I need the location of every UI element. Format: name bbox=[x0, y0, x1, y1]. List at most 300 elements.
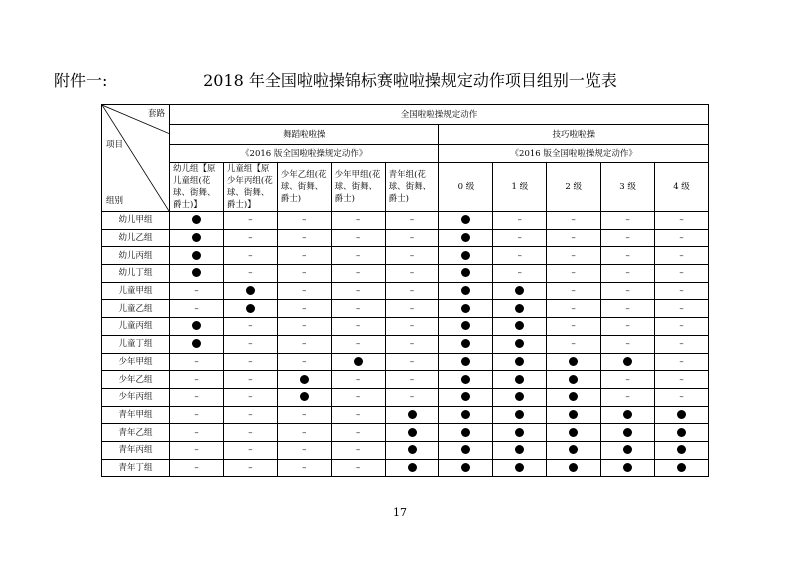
filled-dot-mark bbox=[677, 410, 686, 419]
table-cell bbox=[223, 371, 277, 389]
dash-mark: – bbox=[302, 427, 307, 438]
table-row bbox=[102, 335, 709, 353]
table-row bbox=[102, 353, 709, 371]
table-cell bbox=[439, 229, 493, 247]
table-cell bbox=[331, 424, 385, 442]
dash-mark: – bbox=[679, 250, 684, 261]
dance-col-header: 少年甲组(花球、街舞、爵士) bbox=[331, 163, 385, 212]
table-cell bbox=[601, 388, 655, 406]
table-cell bbox=[547, 406, 601, 424]
dash-mark: – bbox=[409, 268, 415, 279]
filled-dot-mark bbox=[408, 463, 417, 472]
dash-mark: – bbox=[248, 233, 253, 244]
table-cell bbox=[601, 335, 655, 353]
skill-col-header: 2 级 bbox=[547, 163, 601, 212]
skill-col-header: 3 级 bbox=[601, 163, 655, 212]
dash-mark: – bbox=[355, 339, 361, 350]
dash-mark: – bbox=[355, 215, 361, 226]
table-cell bbox=[331, 212, 385, 230]
table-cell bbox=[170, 318, 224, 336]
table-row bbox=[102, 265, 709, 283]
dash-mark: – bbox=[517, 250, 522, 261]
table-cell bbox=[385, 282, 439, 300]
dash-mark: – bbox=[571, 339, 576, 350]
table-cell bbox=[331, 229, 385, 247]
filled-dot-mark bbox=[677, 428, 686, 437]
table-cell bbox=[655, 282, 709, 300]
row-label: 幼儿丁组 bbox=[102, 265, 170, 283]
dash-mark: – bbox=[571, 215, 576, 226]
filled-dot-mark bbox=[569, 410, 578, 419]
filled-dot-mark bbox=[461, 428, 470, 437]
filled-dot-mark bbox=[461, 215, 470, 224]
dash-mark: – bbox=[302, 215, 307, 226]
table-cell bbox=[170, 371, 224, 389]
row-label: 少年乙组 bbox=[102, 371, 170, 389]
table-cell bbox=[170, 282, 224, 300]
table-cell bbox=[601, 229, 655, 247]
header-skill: 技巧啦啦操 bbox=[439, 125, 709, 145]
dash-mark: – bbox=[248, 427, 253, 438]
table-cell bbox=[547, 388, 601, 406]
table-cell bbox=[331, 406, 385, 424]
table-cell bbox=[655, 424, 709, 442]
filled-dot-mark bbox=[623, 445, 632, 454]
table-cell bbox=[655, 300, 709, 318]
table-cell bbox=[170, 229, 224, 247]
table-cell bbox=[277, 459, 331, 477]
dash-mark: – bbox=[517, 215, 522, 226]
filled-dot-mark bbox=[461, 357, 470, 366]
table-cell bbox=[493, 406, 547, 424]
filled-dot-mark bbox=[569, 428, 578, 437]
filled-dot-mark bbox=[515, 357, 524, 366]
filled-dot-mark bbox=[192, 268, 201, 277]
table-cell bbox=[385, 441, 439, 459]
dash-mark: – bbox=[409, 303, 415, 314]
dash-mark: – bbox=[679, 215, 684, 226]
table-cell bbox=[493, 335, 547, 353]
dash-mark: – bbox=[679, 321, 684, 332]
skill-col-header: 1 级 bbox=[493, 163, 547, 212]
table-cell bbox=[223, 300, 277, 318]
table-cell bbox=[223, 212, 277, 230]
filled-dot-mark bbox=[192, 339, 201, 348]
table-cell bbox=[223, 265, 277, 283]
table-cell bbox=[385, 335, 439, 353]
row-label: 青年甲组 bbox=[102, 406, 170, 424]
table-cell bbox=[385, 265, 439, 283]
table-cell bbox=[277, 247, 331, 265]
dash-mark: – bbox=[248, 215, 253, 226]
corner-middle-label: 项目 bbox=[106, 140, 124, 150]
table-cell bbox=[439, 335, 493, 353]
dash-mark: – bbox=[248, 374, 253, 385]
dash-mark: – bbox=[355, 286, 361, 297]
dash-mark: – bbox=[409, 392, 415, 403]
dash-mark: – bbox=[679, 303, 684, 314]
table-cell bbox=[277, 441, 331, 459]
dash-mark: – bbox=[409, 233, 415, 244]
table-row bbox=[102, 229, 709, 247]
dash-mark: – bbox=[409, 339, 415, 350]
table-cell bbox=[277, 282, 331, 300]
table-cell bbox=[655, 353, 709, 371]
table-cell bbox=[493, 371, 547, 389]
dash-mark: – bbox=[625, 250, 630, 261]
table-cell bbox=[385, 247, 439, 265]
dash-mark: – bbox=[409, 215, 415, 226]
table-cell bbox=[331, 335, 385, 353]
filled-dot-mark bbox=[569, 463, 578, 472]
table-cell bbox=[223, 247, 277, 265]
skill-col-header: 4 级 bbox=[655, 163, 709, 212]
filled-dot-mark bbox=[515, 321, 524, 330]
table-cell bbox=[331, 441, 385, 459]
dash-mark: – bbox=[248, 356, 253, 367]
table-cell bbox=[331, 371, 385, 389]
table-cell bbox=[547, 318, 601, 336]
table-cell bbox=[385, 371, 439, 389]
filled-dot-mark bbox=[515, 339, 524, 348]
dash-mark: – bbox=[355, 374, 361, 385]
dash-mark: – bbox=[409, 321, 415, 332]
filled-dot-mark bbox=[461, 304, 470, 313]
filled-dot-mark bbox=[408, 428, 417, 437]
row-label: 青年丙组 bbox=[102, 441, 170, 459]
dash-mark: – bbox=[409, 374, 415, 385]
filled-dot-mark bbox=[461, 445, 470, 454]
dash-mark: – bbox=[625, 286, 630, 297]
dash-mark: – bbox=[355, 268, 361, 279]
dash-mark: – bbox=[355, 462, 361, 473]
dash-mark: – bbox=[571, 250, 576, 261]
dash-mark: – bbox=[302, 303, 307, 314]
table-cell bbox=[277, 388, 331, 406]
dash-mark: – bbox=[248, 392, 253, 403]
header-main: 全国啦啦操规定动作 bbox=[170, 105, 709, 125]
table-cell bbox=[601, 300, 655, 318]
table-cell bbox=[601, 441, 655, 459]
row-label: 青年丁组 bbox=[102, 459, 170, 477]
table-cell bbox=[493, 441, 547, 459]
row-label: 儿童乙组 bbox=[102, 300, 170, 318]
group-table bbox=[101, 104, 709, 477]
table-cell bbox=[277, 406, 331, 424]
table-cell bbox=[331, 459, 385, 477]
filled-dot-mark bbox=[408, 445, 417, 454]
table-cell bbox=[655, 318, 709, 336]
dance-col-header: 幼儿组【原儿童组(花球、街舞、爵士)】 bbox=[170, 163, 224, 212]
table-cell bbox=[223, 459, 277, 477]
dash-mark: – bbox=[355, 303, 361, 314]
table-cell bbox=[493, 212, 547, 230]
filled-dot-mark bbox=[569, 357, 578, 366]
table-cell bbox=[547, 424, 601, 442]
filled-dot-mark bbox=[623, 410, 632, 419]
dash-mark: – bbox=[409, 250, 415, 261]
table-cell bbox=[385, 318, 439, 336]
filled-dot-mark bbox=[461, 251, 470, 260]
table-cell bbox=[493, 388, 547, 406]
table-cell bbox=[601, 406, 655, 424]
filled-dot-mark bbox=[192, 321, 201, 330]
filled-dot-mark bbox=[461, 463, 470, 472]
annex-label: 附件一: bbox=[54, 71, 108, 90]
dash-mark: – bbox=[355, 427, 361, 438]
filled-dot-mark bbox=[300, 375, 309, 384]
table-cell bbox=[385, 459, 439, 477]
table-cell bbox=[170, 335, 224, 353]
dash-mark: – bbox=[302, 250, 307, 261]
dash-mark: – bbox=[302, 409, 307, 420]
table-cell bbox=[331, 265, 385, 283]
table-cell bbox=[277, 212, 331, 230]
table-cell bbox=[493, 459, 547, 477]
dash-mark: – bbox=[248, 445, 253, 456]
dash-mark: – bbox=[194, 356, 199, 367]
filled-dot-mark bbox=[623, 357, 632, 366]
table-cell bbox=[655, 388, 709, 406]
table-row bbox=[102, 282, 709, 300]
dash-mark: – bbox=[302, 268, 307, 279]
table-cell bbox=[601, 459, 655, 477]
dash-mark: – bbox=[355, 233, 361, 244]
dash-mark: – bbox=[194, 392, 199, 403]
dash-mark: – bbox=[194, 445, 199, 456]
table-cell bbox=[547, 371, 601, 389]
table-cell bbox=[493, 265, 547, 283]
filled-dot-mark bbox=[515, 428, 524, 437]
dance-col-header: 儿童组【原少年丙组(花球、街舞、爵士)】 bbox=[223, 163, 277, 212]
dash-mark: – bbox=[625, 321, 630, 332]
dash-mark: – bbox=[302, 445, 307, 456]
dash-mark: – bbox=[194, 409, 199, 420]
row-label: 幼儿甲组 bbox=[102, 212, 170, 230]
table-cell bbox=[223, 282, 277, 300]
dash-mark: – bbox=[625, 339, 630, 350]
row-label: 少年丙组 bbox=[102, 388, 170, 406]
corner-cell bbox=[102, 105, 170, 212]
filled-dot-mark bbox=[515, 445, 524, 454]
dash-mark: – bbox=[302, 356, 307, 367]
table-cell bbox=[601, 424, 655, 442]
dash-mark: – bbox=[248, 339, 253, 350]
table-cell bbox=[601, 371, 655, 389]
table-cell bbox=[439, 424, 493, 442]
table-cell bbox=[439, 282, 493, 300]
table-cell bbox=[277, 353, 331, 371]
table-cell bbox=[655, 371, 709, 389]
filled-dot-mark bbox=[246, 304, 255, 313]
table-cell bbox=[277, 265, 331, 283]
filled-dot-mark bbox=[461, 392, 470, 401]
table-cell bbox=[277, 424, 331, 442]
page-title: 2018 年全国啦啦操锦标赛啦啦操规定动作项目组别一览表 bbox=[203, 71, 617, 90]
table-row bbox=[102, 212, 709, 230]
table-cell bbox=[277, 371, 331, 389]
table-row bbox=[102, 424, 709, 442]
table-row bbox=[102, 318, 709, 336]
table-cell bbox=[170, 441, 224, 459]
corner-bottom-label: 组别 bbox=[106, 196, 124, 206]
table-cell bbox=[655, 212, 709, 230]
table-cell bbox=[493, 318, 547, 336]
dash-mark: – bbox=[625, 392, 630, 403]
table-cell bbox=[601, 353, 655, 371]
dash-mark: – bbox=[625, 268, 630, 279]
filled-dot-mark bbox=[569, 445, 578, 454]
dash-mark: – bbox=[517, 233, 522, 244]
dash-mark: – bbox=[355, 250, 361, 261]
header-dance-version: 《2016 版全国啦啦操规定动作》 bbox=[170, 145, 439, 163]
filled-dot-mark bbox=[461, 410, 470, 419]
table-row bbox=[102, 247, 709, 265]
dash-mark: – bbox=[355, 445, 361, 456]
header-skill-version: 《2016 版全国啦啦操规定动作》 bbox=[439, 145, 709, 163]
dash-mark: – bbox=[355, 392, 361, 403]
table-cell bbox=[493, 247, 547, 265]
dash-mark: – bbox=[302, 339, 307, 350]
table-cell bbox=[170, 424, 224, 442]
dash-mark: – bbox=[679, 374, 684, 385]
dash-mark: – bbox=[571, 321, 576, 332]
dash-mark: – bbox=[302, 462, 307, 473]
dash-mark: – bbox=[517, 268, 522, 279]
filled-dot-mark bbox=[461, 233, 470, 242]
filled-dot-mark bbox=[569, 392, 578, 401]
table-cell bbox=[493, 229, 547, 247]
table-cell bbox=[331, 388, 385, 406]
table-cell bbox=[170, 212, 224, 230]
table-cell bbox=[439, 406, 493, 424]
dash-mark: – bbox=[679, 233, 684, 244]
table-row bbox=[102, 441, 709, 459]
filled-dot-mark bbox=[461, 286, 470, 295]
table-cell bbox=[439, 371, 493, 389]
dash-mark: – bbox=[248, 250, 253, 261]
table-cell bbox=[547, 300, 601, 318]
table-cell bbox=[223, 388, 277, 406]
table-cell bbox=[331, 282, 385, 300]
table-cell bbox=[439, 388, 493, 406]
table-cell bbox=[277, 300, 331, 318]
table-row bbox=[102, 371, 709, 389]
filled-dot-mark bbox=[515, 410, 524, 419]
table-cell bbox=[223, 441, 277, 459]
filled-dot-mark bbox=[300, 392, 309, 401]
table-cell bbox=[223, 424, 277, 442]
dash-mark: – bbox=[302, 286, 307, 297]
table-cell bbox=[170, 459, 224, 477]
table-cell bbox=[547, 229, 601, 247]
table-cell bbox=[547, 282, 601, 300]
table-cell bbox=[170, 300, 224, 318]
table-cell bbox=[385, 300, 439, 318]
dash-mark: – bbox=[679, 356, 684, 367]
table-cell bbox=[547, 353, 601, 371]
dash-mark: – bbox=[625, 233, 630, 244]
table-cell bbox=[385, 212, 439, 230]
filled-dot-mark bbox=[623, 463, 632, 472]
table-cell bbox=[385, 353, 439, 371]
table-row bbox=[102, 388, 709, 406]
table-cell bbox=[655, 265, 709, 283]
dash-mark: – bbox=[679, 268, 684, 279]
filled-dot-mark bbox=[515, 463, 524, 472]
dash-mark: – bbox=[194, 374, 199, 385]
table-cell bbox=[170, 265, 224, 283]
dash-mark: – bbox=[679, 339, 684, 350]
filled-dot-mark bbox=[623, 428, 632, 437]
row-label: 幼儿丙组 bbox=[102, 247, 170, 265]
dash-mark: – bbox=[355, 321, 361, 332]
table-cell bbox=[170, 353, 224, 371]
table-cell bbox=[493, 300, 547, 318]
filled-dot-mark bbox=[677, 463, 686, 472]
filled-dot-mark bbox=[461, 375, 470, 384]
table-cell bbox=[601, 212, 655, 230]
dash-mark: – bbox=[194, 303, 199, 314]
filled-dot-mark bbox=[192, 215, 201, 224]
table-cell bbox=[655, 441, 709, 459]
table-cell bbox=[277, 318, 331, 336]
row-label: 幼儿乙组 bbox=[102, 229, 170, 247]
table-cell bbox=[547, 212, 601, 230]
dash-mark: – bbox=[679, 286, 684, 297]
table-cell bbox=[385, 229, 439, 247]
table-cell bbox=[439, 318, 493, 336]
table-cell bbox=[439, 212, 493, 230]
dash-mark: – bbox=[194, 462, 199, 473]
filled-dot-mark bbox=[461, 321, 470, 330]
filled-dot-mark bbox=[569, 375, 578, 384]
dash-mark: – bbox=[355, 409, 361, 420]
table-row bbox=[102, 300, 709, 318]
table-cell bbox=[331, 247, 385, 265]
filled-dot-mark bbox=[461, 339, 470, 348]
table-cell bbox=[170, 247, 224, 265]
row-label: 青年乙组 bbox=[102, 424, 170, 442]
table-cell bbox=[439, 459, 493, 477]
table-cell bbox=[439, 300, 493, 318]
dash-mark: – bbox=[571, 268, 576, 279]
table-cell bbox=[277, 229, 331, 247]
table-cell bbox=[223, 229, 277, 247]
table-cell bbox=[493, 424, 547, 442]
dash-mark: – bbox=[248, 409, 253, 420]
dash-mark: – bbox=[248, 462, 253, 473]
table-cell bbox=[223, 318, 277, 336]
row-label: 少年甲组 bbox=[102, 353, 170, 371]
table-cell bbox=[170, 388, 224, 406]
table-cell bbox=[655, 335, 709, 353]
filled-dot-mark bbox=[246, 286, 255, 295]
table-cell bbox=[547, 441, 601, 459]
dance-col-header: 青年组(花球、街舞、爵士) bbox=[385, 163, 439, 212]
filled-dot-mark bbox=[677, 445, 686, 454]
table-cell bbox=[547, 335, 601, 353]
row-label: 儿童丙组 bbox=[102, 318, 170, 336]
table-cell bbox=[601, 265, 655, 283]
dash-mark: – bbox=[571, 303, 576, 314]
table-cell bbox=[547, 247, 601, 265]
row-label: 儿童甲组 bbox=[102, 282, 170, 300]
corner-top-label: 套路 bbox=[147, 109, 165, 119]
table-cell bbox=[547, 265, 601, 283]
table-cell bbox=[385, 406, 439, 424]
table-cell bbox=[331, 300, 385, 318]
